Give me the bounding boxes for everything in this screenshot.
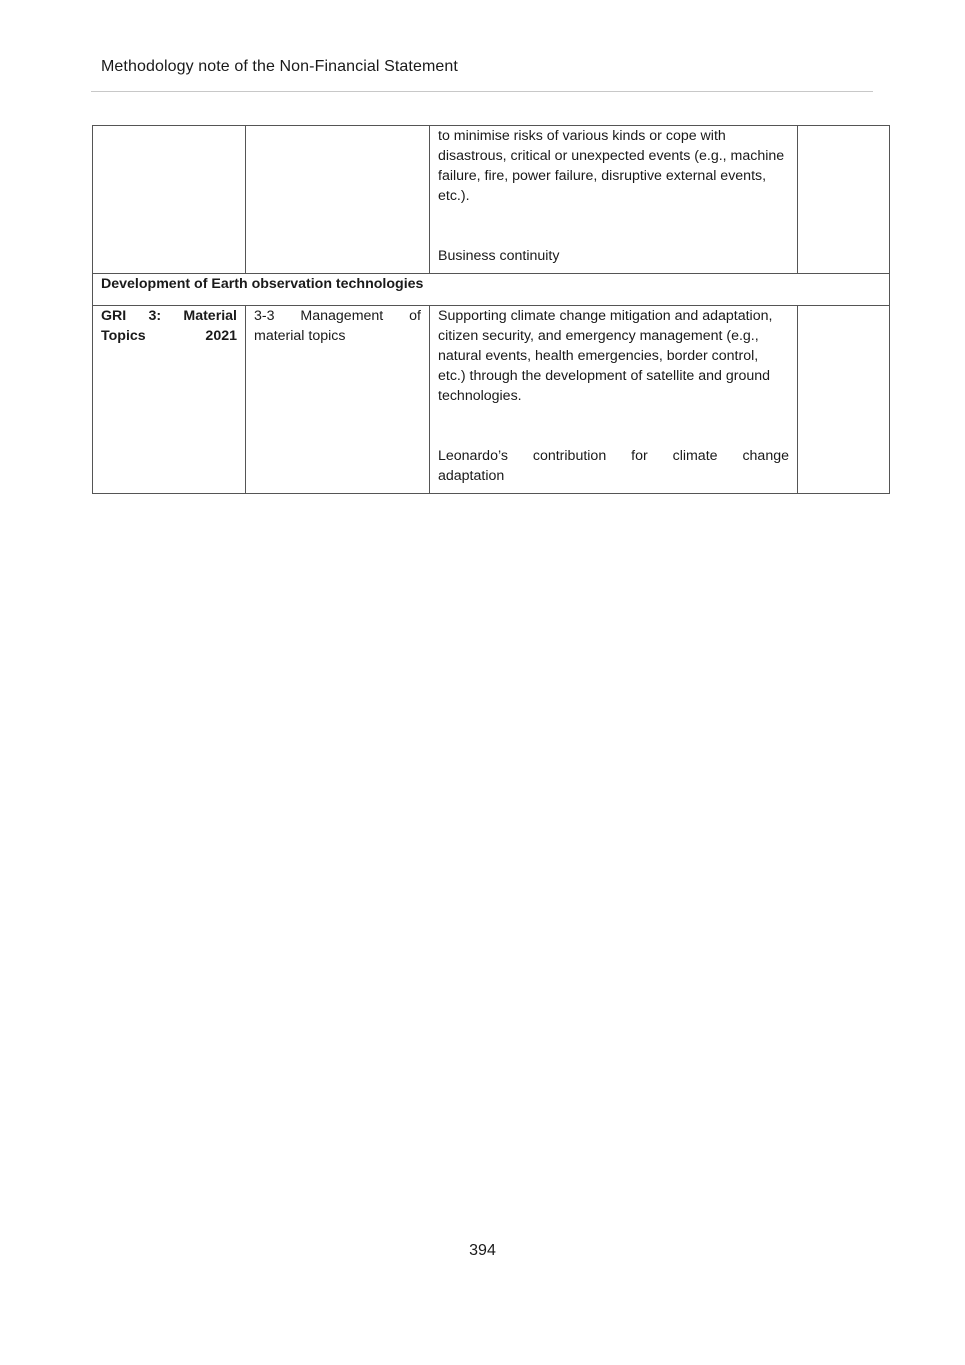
table-cell-disclosure — [246, 306, 430, 494]
table-cell-notes — [798, 306, 890, 494]
table-section-row — [93, 274, 890, 306]
link-line-1: Leonardo’s contribution for climate change — [438, 448, 789, 464]
table-row — [93, 306, 890, 494]
link-line-2: adaptation — [438, 468, 505, 484]
description-text: Supporting climate change mitigation and adaptation, citizen security, and emergency management (e.g., natural events, health emergencies, border control, etc.) through the development of satellite and ground technologies. — [438, 308, 773, 404]
table-cell-standard — [93, 126, 246, 274]
section-reference-link[interactable]: Business continuity — [438, 248, 560, 264]
page-header-title: Methodology note of the Non-Financial Statement — [101, 58, 458, 75]
section-reference-link[interactable] — [438, 446, 789, 486]
section-title: Development of Earth observation technologies — [93, 274, 890, 306]
page-number: 394 — [469, 1242, 496, 1259]
table-cell-description — [430, 306, 798, 494]
description-text: to minimise risks of various kinds or cope with disastrous, critical or unexpected events (e.g., machine failure, fire, power failure, disruptive external events, etc.). — [438, 128, 785, 204]
table-cell-description — [430, 126, 798, 274]
table-cell-standard — [93, 306, 246, 494]
table-cell-notes — [798, 126, 890, 274]
content-table — [92, 125, 890, 494]
table-row — [93, 126, 890, 274]
table-cell-disclosure — [246, 126, 430, 274]
disclosure-label: 3-3 Management of material topics — [254, 308, 421, 344]
gri-standard-label: GRI 3: Material Topics 2021 — [101, 308, 237, 344]
header-divider — [91, 91, 873, 92]
